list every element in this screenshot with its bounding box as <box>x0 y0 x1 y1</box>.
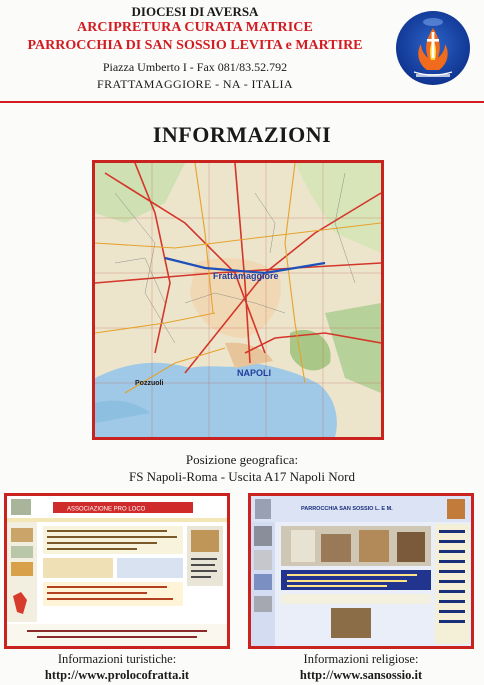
church-name-line1: ARCIPRETURA CURATA MATRICE <box>77 20 313 35</box>
position-label: Posizione geografica: <box>185 452 299 467</box>
church-name-line2: PARROCCHIA DI SAN SOSSIO LEVITA e MARTIRE <box>27 38 363 53</box>
proloco-site-screenshot <box>7 496 227 646</box>
map-label-napoli: NAPOLI <box>237 368 272 378</box>
flame-cross-emblem-icon <box>394 8 472 94</box>
page-title: INFORMAZIONI <box>152 122 332 147</box>
map-label-frattamaggiore: Frattamaggiore <box>213 271 279 281</box>
sansossio-url-link[interactable]: http://www.sansossio.it <box>299 668 423 682</box>
map-label-pozzuoli: Pozzuoli <box>135 380 164 387</box>
proloco-site-title: ASSOCIAZIONE PRO LOCO <box>67 506 146 513</box>
position-value: FS Napoli-Roma - Uscita A17 Napoli Nord <box>128 469 356 484</box>
map-drawing <box>95 163 381 437</box>
proloco-url-link[interactable]: http://www.prolocofratta.it <box>44 668 190 682</box>
sansossio-site-thumbnail[interactable] <box>248 493 474 649</box>
proloco-site-thumbnail[interactable] <box>4 493 230 649</box>
sansossio-site-title: PARROCCHIA SAN SOSSIO L. E M. <box>301 506 393 512</box>
road-map-image <box>95 163 381 437</box>
sansossio-site-drawing <box>251 496 471 646</box>
address: Piazza Umberto I - Fax 081/83.52.792 <box>102 60 288 74</box>
letterhead <box>0 0 484 104</box>
city: FRATTAMAGGIORE - NA - ITALIA <box>97 77 293 91</box>
sansossio-site-screenshot <box>251 496 471 646</box>
proloco-site-drawing <box>7 496 227 646</box>
header-divider <box>0 101 484 103</box>
map-frame <box>92 160 384 440</box>
tourist-info-label: Informazioni turistiche: <box>57 652 177 666</box>
religious-info-label: Informazioni religiose: <box>303 652 419 666</box>
diocese-name: DIOCESI DI AVERSA <box>131 4 259 19</box>
